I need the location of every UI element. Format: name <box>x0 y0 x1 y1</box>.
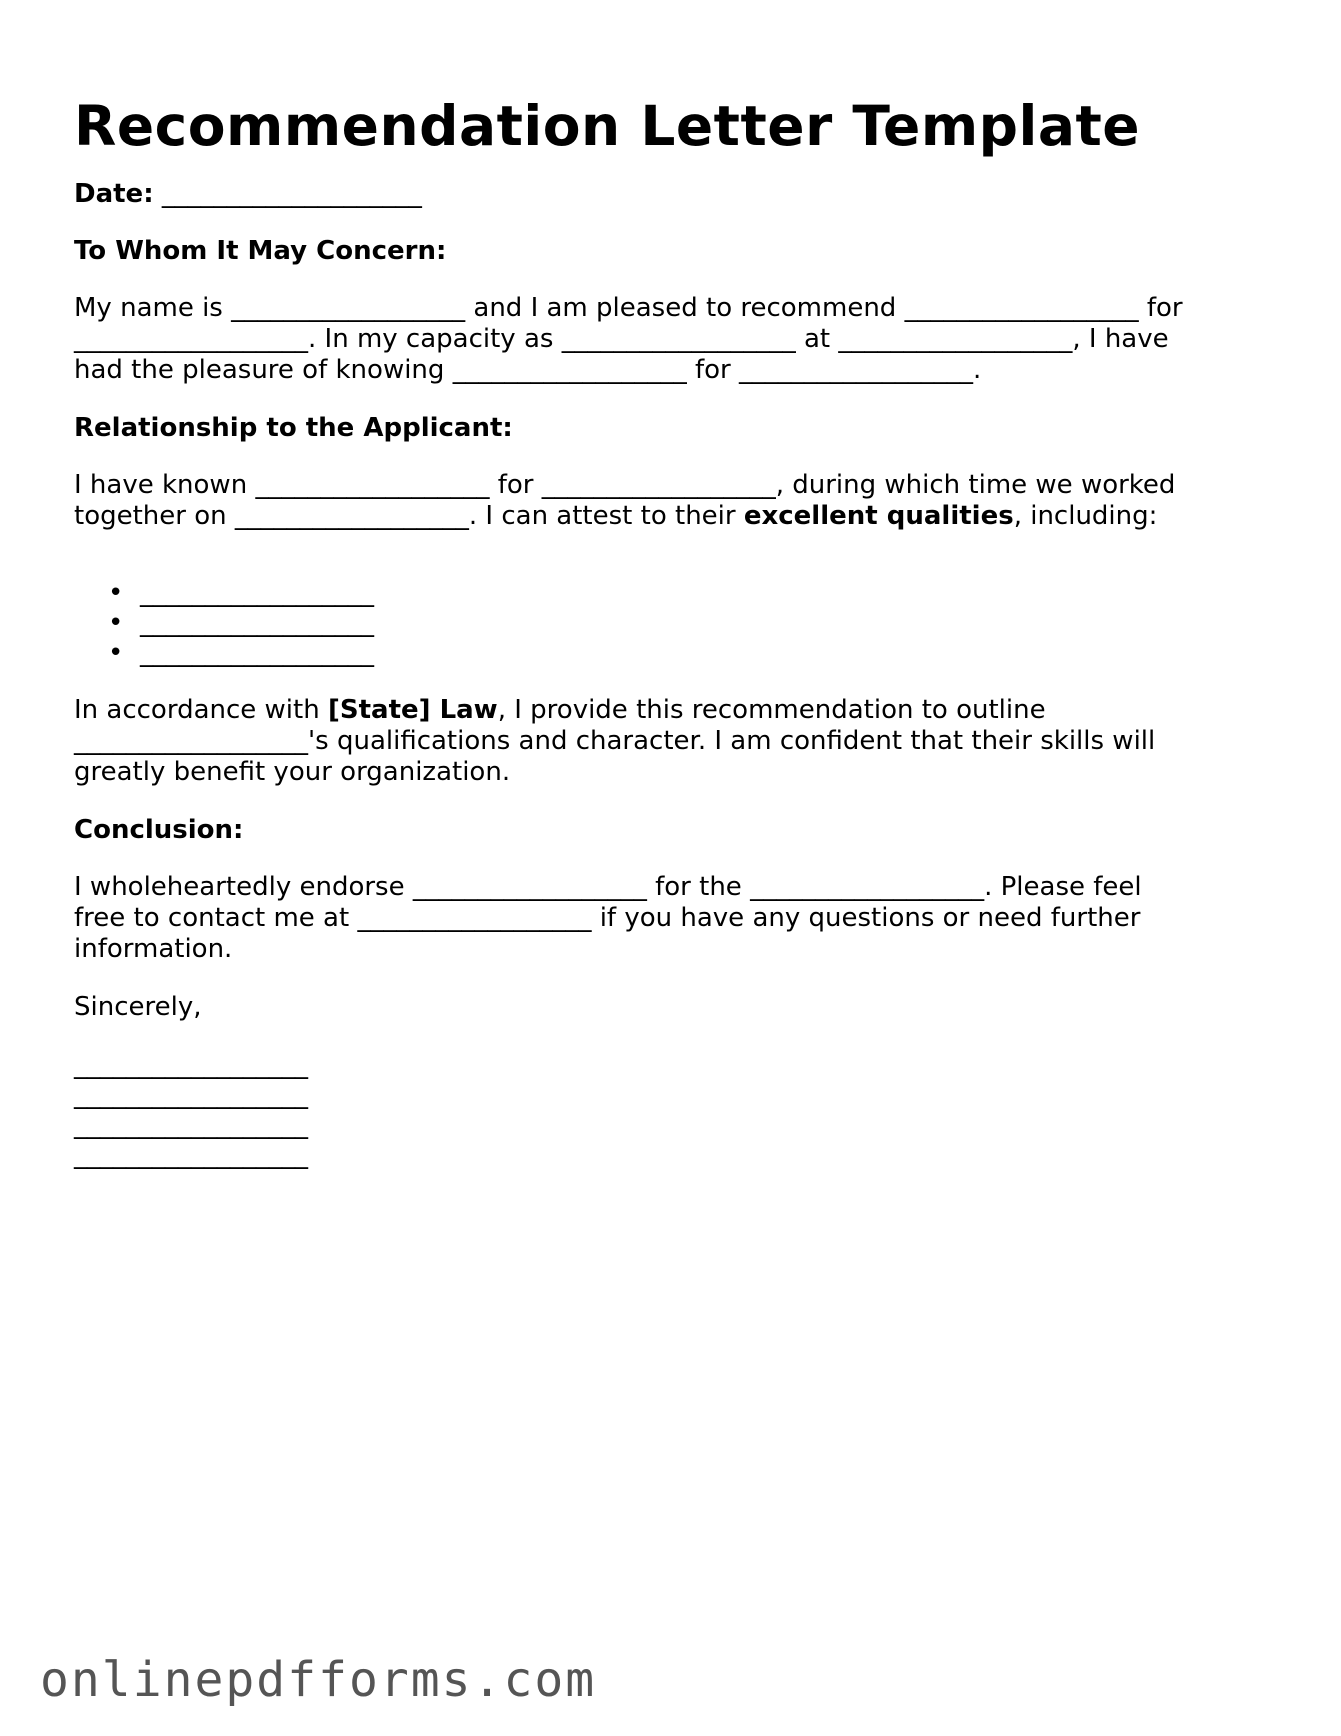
intro-line-1 <box>74 293 1183 324</box>
capacity-blank[interactable]: __________________ <box>561 324 796 354</box>
date-label: Date: <box>74 179 154 209</box>
intro-text: , I have <box>1072 324 1169 354</box>
law-text: , I provide this recommendation to outline <box>497 695 1046 725</box>
relationship-text: for <box>489 470 542 500</box>
relationship-line-1 <box>74 470 1175 501</box>
quality-item <box>108 608 374 639</box>
salutation: To Whom It May Concern: <box>74 236 447 266</box>
known-person-blank[interactable]: __________________ <box>452 355 687 385</box>
relationship-text: I have known <box>74 470 256 500</box>
intro-text: for <box>686 355 739 385</box>
bullet-icon: • <box>108 608 124 638</box>
contact-info-blank[interactable]: __________________ <box>357 903 592 933</box>
bullet-icon: • <box>108 578 124 608</box>
page-title: Recommendation Letter Template <box>74 94 1141 158</box>
intro-text: . <box>972 355 982 385</box>
applicant-qualifications-blank[interactable]: __________________ <box>74 726 308 756</box>
law-text: In accordance with <box>74 695 328 725</box>
date-line <box>74 179 422 210</box>
relationship-heading: Relationship to the Applicant: <box>74 413 513 443</box>
signature-line[interactable]: __________________ <box>74 1140 308 1170</box>
project-blank[interactable]: __________________ <box>234 501 469 531</box>
signature-line[interactable]: __________________ <box>74 1050 308 1080</box>
conclusion-heading: Conclusion: <box>74 815 244 845</box>
intro-text: . In my capacity as <box>308 324 562 354</box>
intro-text: My name is <box>74 293 232 323</box>
relationship-text: . I can attest to their <box>468 501 744 531</box>
law-line-2 <box>74 726 1155 757</box>
intro-text: had the pleasure of knowing <box>74 355 453 385</box>
conclusion-line-3: information. <box>74 934 233 964</box>
relationship-text: together on <box>74 501 235 531</box>
intro-text: and I am pleased to recommend <box>465 293 905 323</box>
known-duration-blank[interactable]: __________________ <box>541 470 776 500</box>
quality-blank[interactable]: __________________ <box>140 578 374 608</box>
closing: Sincerely, <box>74 992 202 1022</box>
duration-blank[interactable]: __________________ <box>738 355 973 385</box>
quality-blank[interactable]: __________________ <box>140 638 374 668</box>
intro-line-3 <box>74 355 981 386</box>
relationship-line-2 <box>74 501 1157 532</box>
watermark: onlinepdfforms.com <box>40 1652 597 1708</box>
applicant-name-blank[interactable]: __________________ <box>904 293 1139 323</box>
conclusion-line-1 <box>74 872 1142 903</box>
conclusion-text: for the <box>646 872 751 902</box>
signature-line[interactable]: __________________ <box>74 1110 308 1140</box>
quality-item <box>108 578 374 609</box>
position-blank[interactable]: __________________ <box>74 324 308 354</box>
conclusion-text: I wholeheartedly endorse <box>74 872 413 902</box>
excellent-qualities-text: excellent qualities <box>743 501 1014 531</box>
quality-item <box>108 638 374 669</box>
intro-text: at <box>795 324 839 354</box>
endorsed-applicant-blank[interactable]: __________________ <box>412 872 647 902</box>
conclusion-text: if you have any questions or need further <box>591 903 1141 933</box>
relationship-text: , during which time we worked <box>775 470 1176 500</box>
law-line-1 <box>74 695 1046 726</box>
signature-line[interactable]: __________________ <box>74 1080 308 1110</box>
bullet-icon: • <box>108 638 124 668</box>
relationship-text: , including: <box>1013 501 1158 531</box>
intro-text: for <box>1138 293 1183 323</box>
position-applied-blank[interactable]: __________________ <box>750 872 985 902</box>
recommender-name-blank[interactable]: __________________ <box>231 293 466 323</box>
state-law-text: [State] Law <box>327 695 498 725</box>
date-blank[interactable]: ____________________ <box>161 179 422 209</box>
organization-blank[interactable]: __________________ <box>838 324 1073 354</box>
conclusion-text: . Please feel <box>984 872 1142 902</box>
conclusion-line-2 <box>74 903 1140 934</box>
applicant-known-blank[interactable]: __________________ <box>255 470 490 500</box>
conclusion-text: free to contact me at <box>74 903 358 933</box>
law-line-3: greatly benefit your organization. <box>74 757 511 787</box>
law-text: 's qualifications and character. I am confident that their skills will <box>308 726 1156 756</box>
quality-blank[interactable]: __________________ <box>140 608 374 638</box>
intro-line-2 <box>74 324 1169 355</box>
